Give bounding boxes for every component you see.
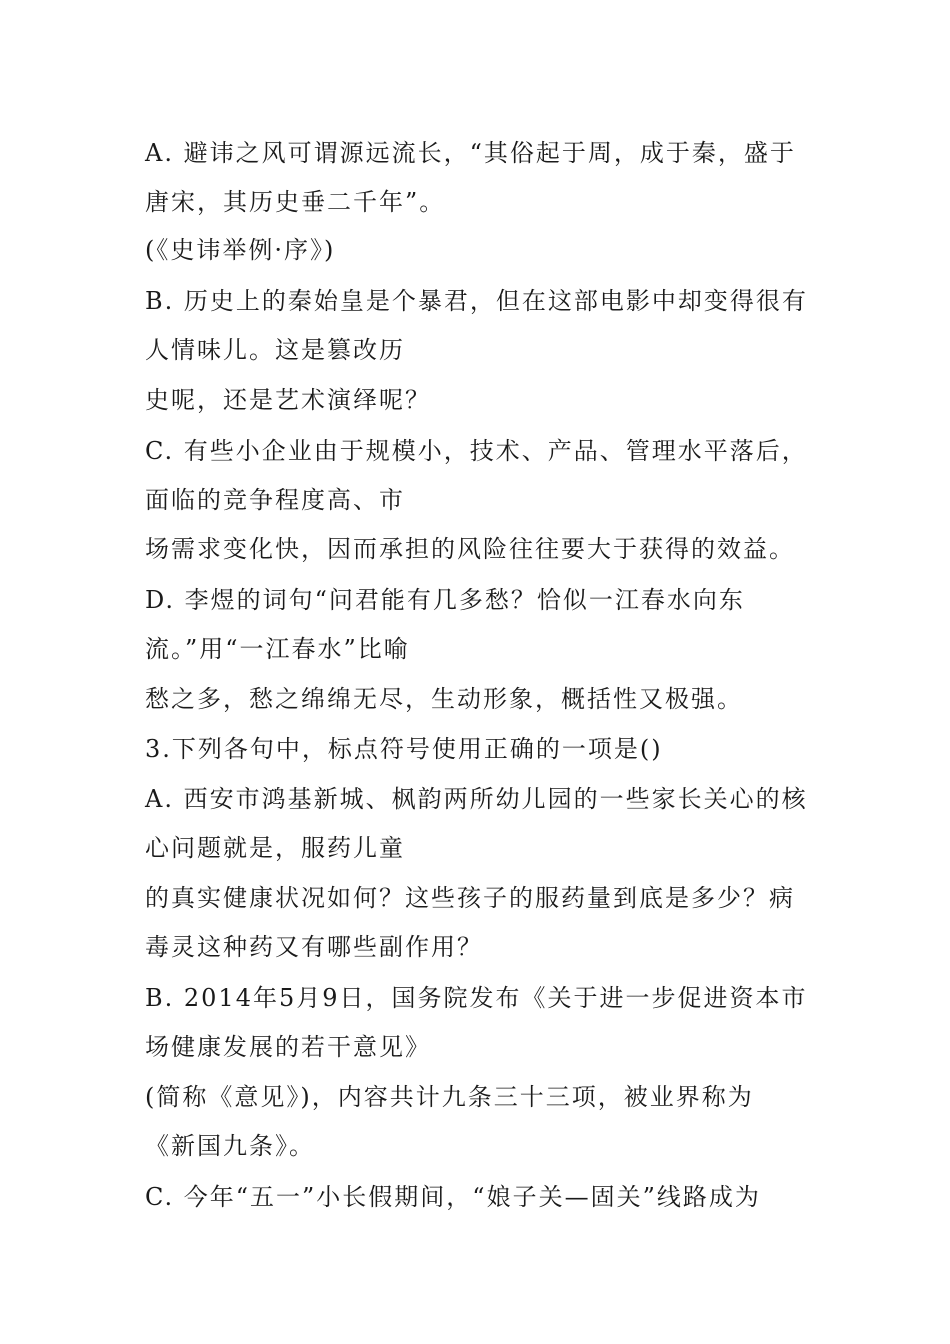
q3-option-a-line-2: 心问题就是，服药儿童 [145,834,405,862]
option-a-source: (《史讳举例·序》) [145,236,336,264]
q3-option-b-line-4: 《新国九条》。 [145,1132,315,1160]
option-a-line-2: 唐宋，其历史垂二千年”。 [145,188,446,216]
option-c-line-2: 面临的竞争程度高、市 [145,486,405,514]
option-b-line-3: 史呢，还是艺术演绎呢？ [145,386,431,414]
option-d-line-1: D. 李煜的词句“问君能有几多愁？恰似一江春水向东 [145,586,745,614]
option-d-line-2: 流。”用“一江春水”比喻 [145,635,410,663]
q3-option-c-line-1: C. 今年“五一”小长假期间，“娘子关—固关”线路成为 [145,1183,761,1211]
q3-option-b-line-1: B. 2014年5月9日，国务院发布《关于进一步促进资本市 [145,984,808,1012]
q3-option-a-line-4: 毒灵这种药又有哪些副作用？ [145,933,483,961]
option-a-line-1: A. 避讳之风可谓源远流长，“其俗起于周，成于秦，盛于 [145,139,796,167]
q3-option-a-line-3: 的真实健康状况如何？这些孩子的服药量到底是多少？病 [145,884,795,912]
option-d-line-3: 愁之多，愁之绵绵无尽，生动形象，概括性又极强。 [145,685,743,713]
option-b-line-1: B. 历史上的秦始皇是个暴君，但在这部电影中却变得很有 [145,287,808,315]
option-c-line-1: C. 有些小企业由于规模小，技术、产品、管理水平落后， [145,437,808,465]
option-c-line-3: 场需求变化快，因而承担的风险往往要大于获得的效益。 [145,535,795,563]
q3-option-b-line-3: (简称《意见》)，内容共计九条三十三项，被业界称为 [145,1083,754,1111]
question-3-stem: 3.下列各句中，标点符号使用正确的一项是() [145,735,663,763]
q3-option-a-line-1: A. 西安市鸿基新城、枫韵两所幼儿园的一些家长关心的核 [145,785,808,813]
option-b-line-2: 人情味儿。这是篡改历 [145,336,405,364]
q3-option-b-line-2: 场健康发展的若干意见》 [145,1033,431,1061]
